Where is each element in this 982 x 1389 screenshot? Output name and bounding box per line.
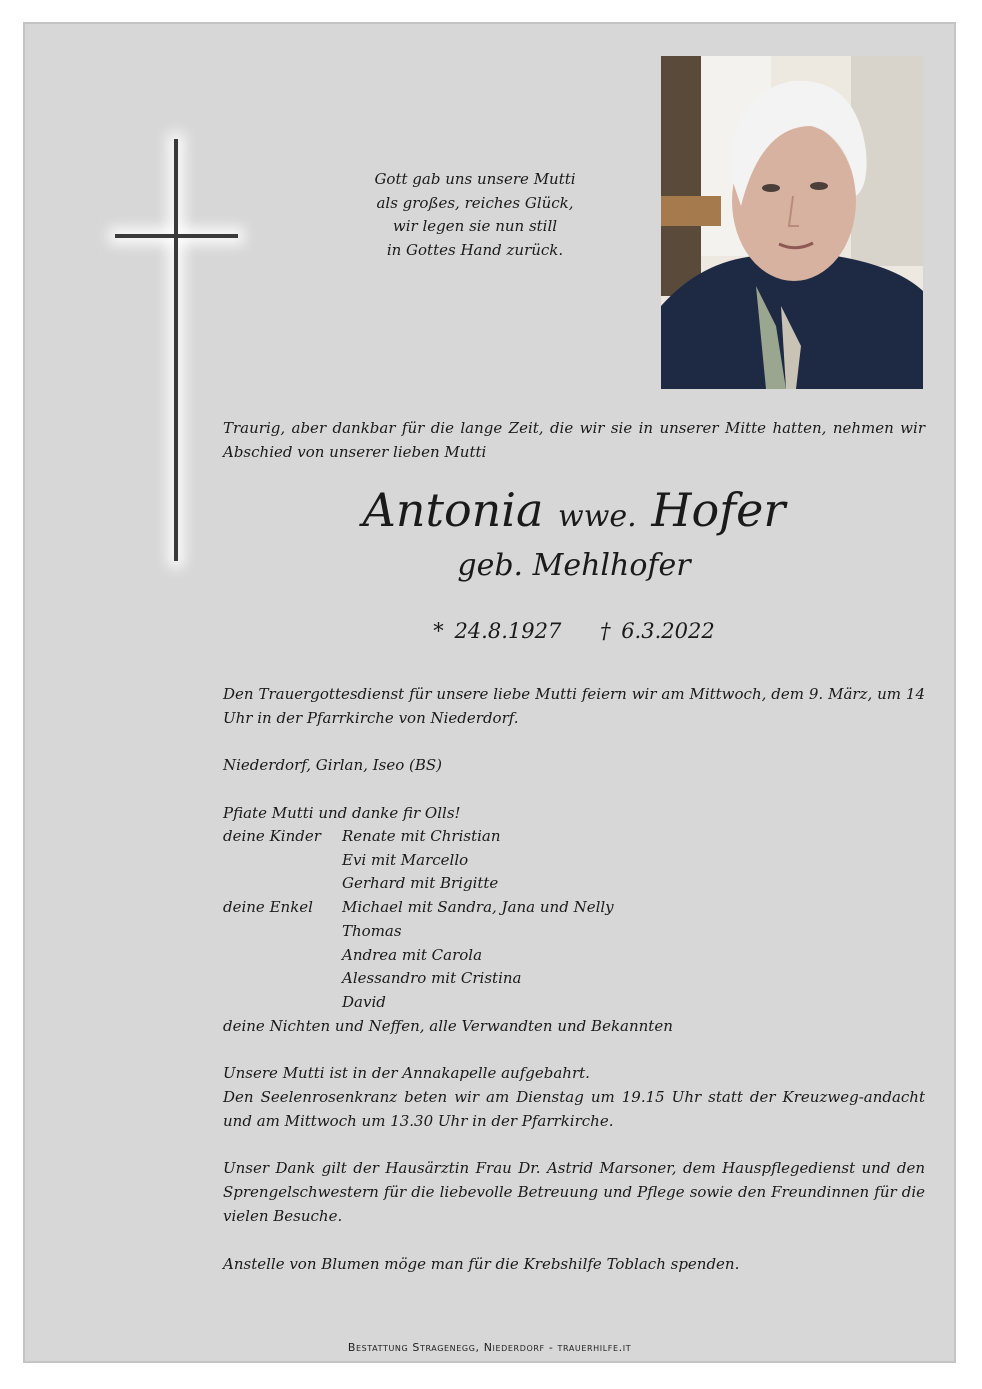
family-row xyxy=(223,991,925,1015)
last-name: Hofer xyxy=(651,483,786,537)
donation-text: Anstelle von Blumen möge man für die Krebshilfe Toblach spenden. xyxy=(223,1255,740,1273)
family-member: Andrea mit Carola xyxy=(342,945,483,964)
family-member: Thomas xyxy=(342,921,402,940)
family-member: David xyxy=(342,992,386,1011)
maiden-name: geb. Mehlhofer xyxy=(457,548,691,583)
death-date: † 6.3.2022 xyxy=(600,619,715,643)
family-row xyxy=(223,920,925,944)
footer-credit: Bestattung Stragenegg, Niederdorf - trauerhilfe.it xyxy=(347,1341,632,1354)
life-dates xyxy=(223,613,925,649)
family-member: Evi mit Marcello xyxy=(342,850,469,869)
deceased-name xyxy=(223,480,925,547)
family-member: Alessandro mit Cristina xyxy=(342,969,522,988)
intro-text: Traurig, aber dankbar für die lange Zeit, die wir sie in unserer Mitte hatten, nehmen wir Abschied von unserer lieben Mutti xyxy=(223,419,925,461)
verse-line: Gott gab uns unsere Mutti xyxy=(374,170,576,188)
family-row xyxy=(223,872,925,896)
verse-line: wir legen sie nun still xyxy=(392,217,558,235)
family-row xyxy=(223,896,925,920)
family-row xyxy=(223,849,925,873)
wake-location-text: Unsere Mutti ist in der Annakapelle aufgebahrt. xyxy=(223,1064,590,1082)
places-text: Niederdorf, Girlan, Iseo (BS) xyxy=(223,756,442,774)
rosary-text: Den Seelenrosenkranz beten wir am Dienstag um 19.15 Uhr statt der Kreuzweg-andacht und am Mittwoch um 13.30 Uhr in der Pfarrkirche. xyxy=(223,1088,925,1130)
birth-date: * 24.8.1927 xyxy=(433,619,562,643)
service-text: Den Trauergottesdienst für unsere liebe Mutti feiern wir am Mittwoch, dem 9. März, um 14 Uhr in der Pfarrkirche von Niederdorf. xyxy=(223,685,925,727)
verse-line: in Gottes Hand zurück. xyxy=(386,240,564,259)
family-member: Renate mit Christian xyxy=(342,827,501,845)
farewell-text: Pfiate Mutti und danke fir Olls! xyxy=(223,804,461,822)
wake-info xyxy=(223,1061,925,1133)
family-member: Michael mit Sandra, Jana und Nelly xyxy=(342,898,614,917)
family-member: Gerhard mit Brigitte xyxy=(342,874,499,893)
cross-vertical-bar-core xyxy=(174,139,178,561)
thanks-text: Unser Dank gilt der Hausärztin Frau Dr. Astrid Marsoner, dem Hauspflegedienst und den Sprengelschwestern für die liebevolle Betreuung und Pflege sowie den Freundinnen für die vielen Besuche. xyxy=(223,1159,925,1225)
verse-line: als großes, reiches Glück, xyxy=(376,193,574,212)
family-row xyxy=(223,967,925,991)
relatives-text: deine Nichten und Neffen, alle Verwandten und Bekannten xyxy=(223,1017,673,1035)
first-name: Antonia xyxy=(362,483,544,537)
portrait-photo xyxy=(661,56,923,389)
family-list xyxy=(223,825,925,1015)
family-row xyxy=(223,825,925,849)
children-label: deine Kinder xyxy=(223,827,321,845)
family-row xyxy=(223,944,925,968)
verse xyxy=(330,168,620,262)
widow-title: wwe. xyxy=(558,499,637,534)
cross-horizontal-bar-core xyxy=(115,234,238,238)
grandchildren-label: deine Enkel xyxy=(223,898,313,917)
